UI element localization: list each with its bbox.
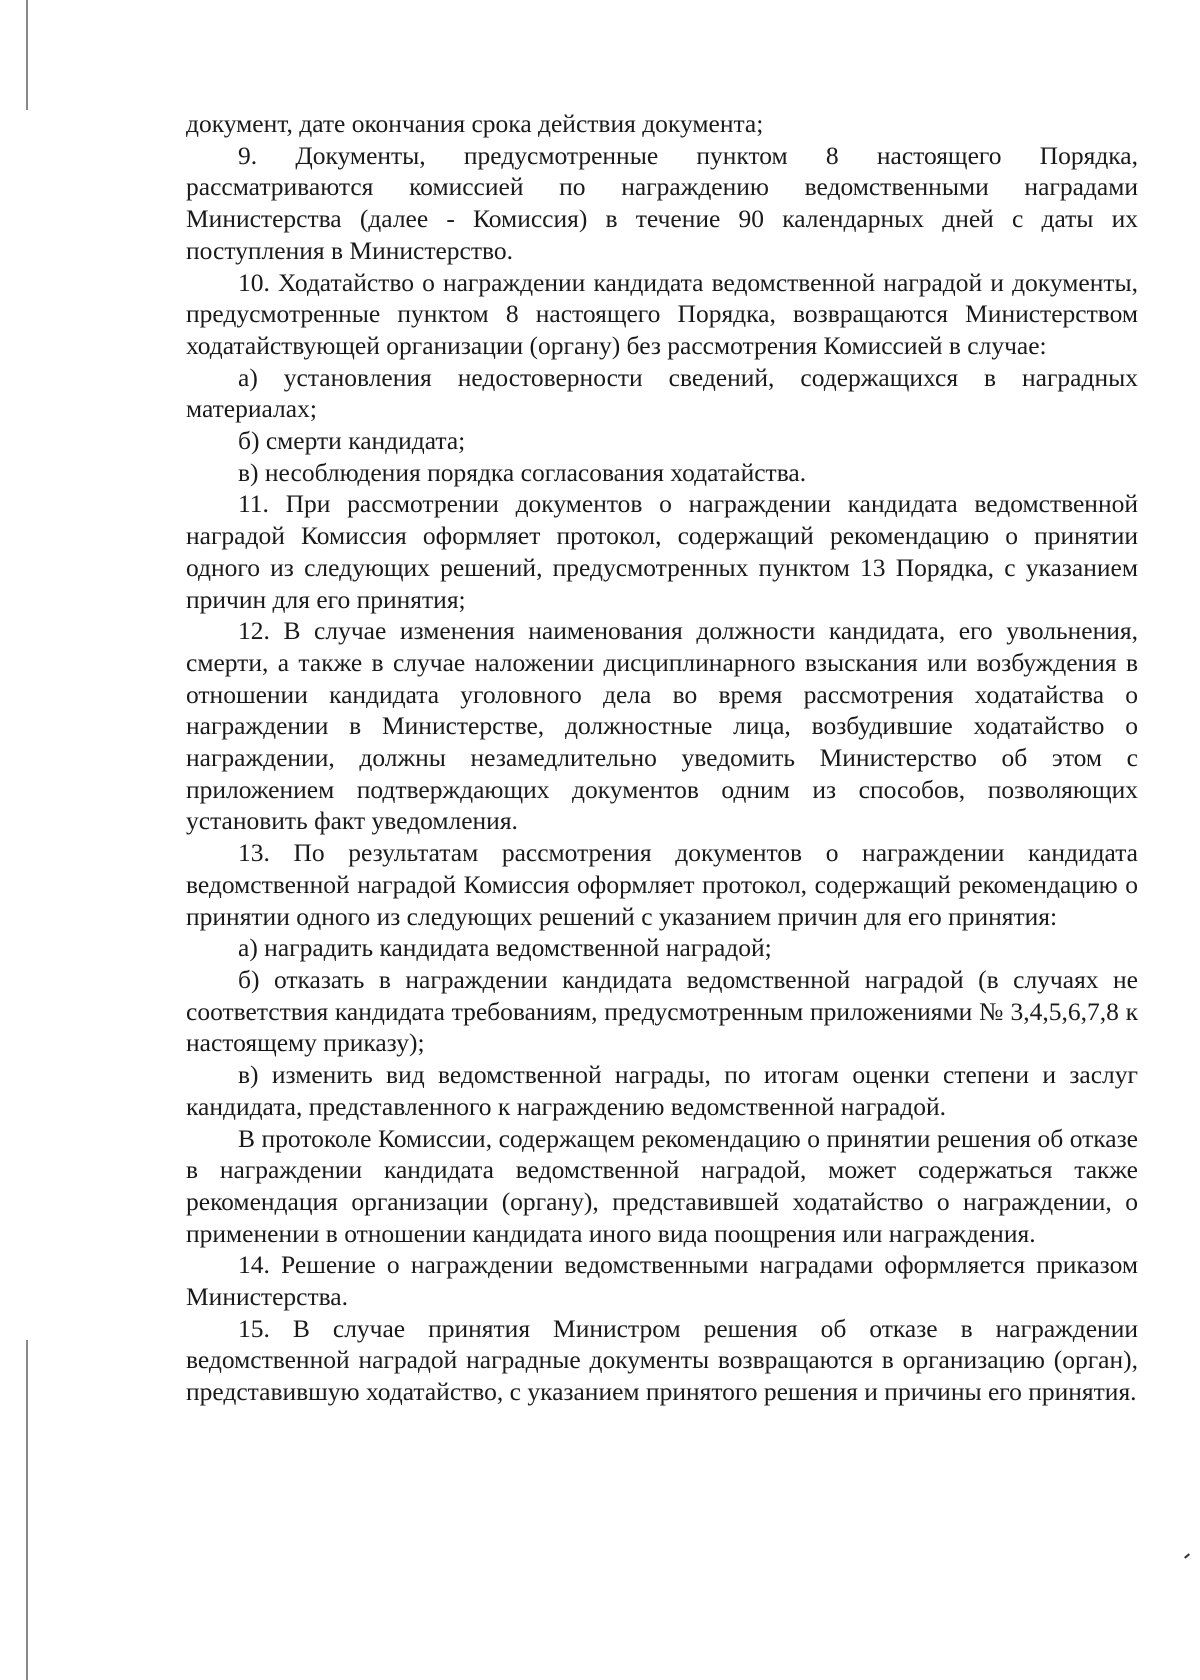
scan-artifact-mark: [1184, 1553, 1190, 1558]
paragraph-item-13: 13. По результатам рассмотрения документов о награждении кандидата ведомственной наградой Комиссия оформляет протокол, содержащий рекомендацию о принятии одного из следующих решений с указанием причин для его принятия:: [186, 838, 1138, 931]
paragraph-item-15: 15. В случае принятия Министром решения об отказе в награждении ведомственной наградой наградные документы возвращаются в организацию (орган), представившую ходатайство, с указанием принятого решения и причины его принятия.: [186, 1313, 1138, 1407]
paragraph-item-10-b: б) смерти кандидата;: [238, 426, 466, 456]
paragraph-item-10: 10. Ходатайство о награждении кандидата ведомственной наградой и документы, предусмотренные пунктом 8 настоящего Порядка, возвращаются Министерством ходатайствующей организации (органу) без рассмотрения Комиссией в случае:: [186, 267, 1138, 360]
document-page: [186, 108, 1138, 1408]
paragraph-item-13-a: а) наградить кандидата ведомственной наградой;: [238, 933, 772, 963]
paragraph-continuation: документ, дате окончания срока действия документа;: [186, 109, 764, 138]
paragraph-item-10-v: в) несоблюдения порядка согласования ходатайства.: [238, 457, 807, 487]
paragraph-item-10-a: а) установления недостоверности сведений, содержащихся в наградных материалах;: [186, 362, 1138, 424]
paragraph-item-11: 11. При рассмотрении документов о награждении кандидата ведомственной наградой Комиссия оформляет протокол, содержащий рекомендацию о принятии одного из следующих решений, предусмотренных пунктом 13 Порядка, с указанием причин для его принятия;: [186, 489, 1138, 614]
paragraph-item-9: 9. Документы, предусмотренные пунктом 8 настоящего Порядка, рассматриваются комиссией по награждению ведомственными наградами Министерства (далее - Комиссия) в течение 90 календарных дней с даты их поступления в Министерство.: [186, 140, 1138, 265]
paragraph-item-13-v: в) изменить вид ведомственной награды, по итогам оценки степени и заслуг кандидата, представленного к награждению ведомственной наградой.: [186, 1060, 1138, 1121]
scan-edge-top: [26, 0, 28, 110]
paragraph-item-13-b: б) отказать в награждении кандидата ведомственной наградой (в случаях не соответствия кандидата требованиям, предусмотренным приложениями № 3,4,5,6,7,8 к настоящему приказу);: [186, 964, 1138, 1058]
paragraph-item-12: 12. В случае изменения наименования должности кандидата, его увольнения, смерти, а также в случае наложении дисциплинарного взыскания или возбуждения в отношении кандидата уголовного дела во время рассмотрения ходатайства о награждении в Министерстве, должностные лица, возбудившие ходатайство о награждении, должны незамедлительно уведомить Министерство об этом с приложением подтверждающих документов одним из способов, позволяющих установить факт уведомления.: [186, 616, 1138, 836]
paragraph-item-14: 14. Решение о награждении ведомственными наградами оформляется приказом Министерства.: [186, 1250, 1138, 1312]
paragraph-protocol-note: В протоколе Комиссии, содержащем рекомендацию о принятии решения об отказе в награждении кандидата ведомственной наградой, может содержаться также рекомендация организации (органу), представившей ходатайство о награждении, о применении в отношении кандидата иного вида поощрения или награждения.: [186, 1123, 1138, 1248]
scan-edge-bottom: [26, 1340, 28, 1680]
